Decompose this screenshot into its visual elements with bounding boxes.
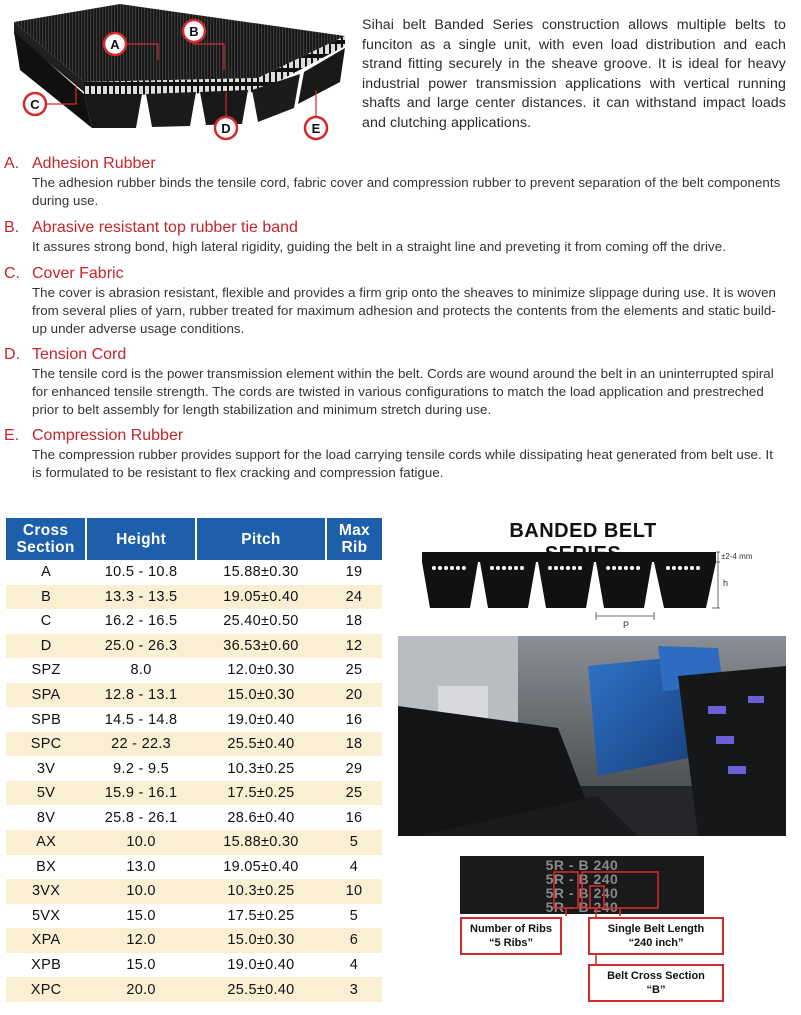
svg-text:E: E xyxy=(311,121,321,136)
header-pitch: Pitch xyxy=(196,518,326,560)
table-row xyxy=(6,634,382,659)
component-letter: B. xyxy=(4,219,20,236)
cell-section: 3VX xyxy=(6,879,86,904)
component-body: The adhesion rubber binds the tensile cord, fabric cover and compression rubber to prevent separation of the belt components during use. xyxy=(32,175,781,208)
cell-section: 5V xyxy=(6,781,86,806)
table-row xyxy=(6,658,382,683)
cell-height: 25.8 - 26.1 xyxy=(104,809,178,826)
belt-code-line: 5R - B 240 xyxy=(545,885,619,901)
cell-height: 25.0 - 26.3 xyxy=(86,634,196,659)
cell-height: 10.0 xyxy=(86,879,196,904)
component-e xyxy=(4,426,784,482)
cell-section: BX xyxy=(36,858,57,875)
banded-belt-cross-section xyxy=(418,546,758,632)
section-label: Belt Cross Section “B” xyxy=(588,964,724,1002)
table-row xyxy=(6,977,382,1002)
callout-b xyxy=(183,20,205,42)
cell-max-rib: 3 xyxy=(326,977,382,1002)
cell-section: B xyxy=(6,585,86,610)
cell-max-rib: 25 xyxy=(326,781,382,806)
cell-section: 8V xyxy=(36,809,56,826)
cell-max-rib: 20 xyxy=(326,683,382,708)
component-a xyxy=(4,154,784,210)
cell-pitch: 25.40±0.50 xyxy=(223,613,299,630)
ribs-label: Number of Ribs “5 Ribs” xyxy=(460,917,562,955)
cell-pitch: 25.5±0.40 xyxy=(196,977,326,1002)
table-row xyxy=(6,830,382,855)
cell-section: SPZ xyxy=(31,662,61,679)
component-title: Compression Rubber xyxy=(32,427,184,444)
cell-height: 15.0 xyxy=(126,957,156,974)
cell-section: 5VX xyxy=(31,907,61,924)
cell-height: 9.2 - 9.5 xyxy=(113,760,170,777)
spec-table xyxy=(6,518,382,1002)
cell-section: D xyxy=(6,634,86,659)
table-row xyxy=(6,683,382,708)
cell-pitch: 15.88±0.30 xyxy=(196,830,326,855)
cell-max-rib: 24 xyxy=(326,585,382,610)
cell-max-rib: 16 xyxy=(345,809,363,826)
callout-e xyxy=(305,117,327,139)
cell-height: 12.0 xyxy=(86,928,196,953)
table-row xyxy=(6,707,382,732)
length-label: Single Belt Length “240 inch” xyxy=(588,917,724,955)
belt-construction-illustration xyxy=(0,0,350,150)
cell-pitch: 36.53±0.60 xyxy=(196,634,326,659)
component-title: Cover Fabric xyxy=(32,265,124,282)
cell-height: 20.0 xyxy=(86,977,196,1002)
cell-pitch: 28.6±0.40 xyxy=(227,809,295,826)
callout-c xyxy=(24,93,46,115)
cell-max-rib: 10 xyxy=(326,879,382,904)
cell-height: 15.0 xyxy=(126,907,156,924)
component-title: Tension Cord xyxy=(32,346,127,363)
table-row xyxy=(6,904,382,929)
svg-text:B: B xyxy=(189,24,199,39)
table-header-row xyxy=(6,518,382,560)
svg-text:A: A xyxy=(110,37,120,52)
table-row xyxy=(6,855,382,880)
component-b xyxy=(4,218,784,256)
cell-pitch: 19.05±0.40 xyxy=(223,858,299,875)
cell-height: 12.8 - 13.1 xyxy=(86,683,196,708)
cell-pitch: 19.0±0.40 xyxy=(227,711,295,728)
cell-pitch: 25.5±0.40 xyxy=(196,732,326,757)
component-c xyxy=(4,264,784,338)
cell-max-rib: 4 xyxy=(349,957,359,974)
cell-max-rib: 12 xyxy=(326,634,382,659)
belt-code-line: 5R - B 240 xyxy=(545,857,619,873)
cell-section: SPC xyxy=(6,732,86,757)
component-body: The compression rubber provides support for the load carrying tensile cords while dissipating heat generated from belt use. It is formulated to be resistant to flex cracking and compression fatigue. xyxy=(32,447,773,480)
dimension-p-label: P xyxy=(623,620,630,630)
cell-pitch: 12.0±0.30 xyxy=(227,662,295,679)
component-body: It assures strong bond, high lateral rigidity, guiding the belt in a straight line and preveting it from coming off the drive. xyxy=(32,239,726,254)
cell-max-rib: 19 xyxy=(345,564,363,581)
table-row xyxy=(6,756,382,781)
cell-height: 22 - 22.3 xyxy=(86,732,196,757)
cell-section: A xyxy=(41,564,52,581)
cell-section: XPA xyxy=(6,928,86,953)
cell-section: AX xyxy=(6,830,86,855)
cell-height: 13.3 - 13.5 xyxy=(86,585,196,610)
cell-max-rib: 29 xyxy=(345,760,363,777)
header-max-rib: Max Rib xyxy=(326,518,382,560)
component-letter: E. xyxy=(4,427,20,444)
cell-height: 8.0 xyxy=(130,662,152,679)
cell-max-rib: 6 xyxy=(326,928,382,953)
component-letter: D. xyxy=(4,346,20,363)
component-title: Adhesion Rubber xyxy=(32,155,156,172)
dimension-top-label: ±2-4 mm xyxy=(721,552,753,561)
belt-code-line: 5R - B 240 xyxy=(545,899,619,915)
cell-pitch: 19.0±0.40 xyxy=(227,957,295,974)
cell-section: XPB xyxy=(31,957,62,974)
component-letter: C. xyxy=(4,265,20,282)
cell-pitch: 19.05±0.40 xyxy=(196,585,326,610)
component-body: The tensile cord is the power transmission element within the belt. Cords are wound around the belt in an uninterrupted spiral for enhanced tensile strength. The cords are twisted in various configurations to match the load application and prestreched prior to belt assembly for length stabilization and minimum stretch during use. xyxy=(32,366,774,417)
cell-pitch: 17.5±0.25 xyxy=(227,907,295,924)
cell-height: 10.0 xyxy=(86,830,196,855)
table-row xyxy=(6,781,382,806)
svg-text:C: C xyxy=(30,97,40,112)
cell-section: XPC xyxy=(6,977,86,1002)
cell-max-rib: 4 xyxy=(349,858,359,875)
cell-section: SPA xyxy=(6,683,86,708)
callout-a xyxy=(104,33,126,55)
intro-paragraph: Sihai belt Banded Series construction allows multiple belts to funciton as a single unit, with even load distribution and each strand fitting securely in the sheave groove. It is ideal for heavy industrial power transmission applications with vertical running shafts and large center distances. it can withstand impact loads and clutching applications. xyxy=(362,17,786,131)
table-row xyxy=(6,953,382,978)
cell-pitch: 10.3±0.25 xyxy=(196,879,326,904)
table-row xyxy=(6,585,382,610)
cell-pitch: 17.5±0.25 xyxy=(196,781,326,806)
cell-height: 13.0 xyxy=(126,858,156,875)
table-row xyxy=(6,609,382,634)
cell-height: 10.5 - 10.8 xyxy=(104,564,178,581)
header-height: Height xyxy=(86,518,196,560)
table-row xyxy=(6,732,382,757)
cell-section: C xyxy=(40,613,52,630)
dimension-h-label: h xyxy=(723,578,729,588)
component-d xyxy=(4,345,784,419)
header-cross-section: Cross Section xyxy=(6,518,86,560)
cell-pitch: 15.0±0.30 xyxy=(196,683,326,708)
cell-height: 14.5 - 14.8 xyxy=(104,711,178,728)
machine-photo xyxy=(398,636,786,836)
table-row xyxy=(6,805,382,830)
cell-max-rib: 18 xyxy=(345,613,363,630)
cell-pitch: 15.0±0.30 xyxy=(196,928,326,953)
cell-pitch: 15.88±0.30 xyxy=(223,564,299,581)
table-row xyxy=(6,879,382,904)
cell-section: 3V xyxy=(36,760,56,777)
cell-max-rib: 25 xyxy=(345,662,363,679)
cell-height: 16.2 - 16.5 xyxy=(104,613,178,630)
cell-max-rib: 5 xyxy=(349,907,359,924)
component-title: Abrasive resistant top rubber tie band xyxy=(32,219,298,236)
cell-max-rib: 16 xyxy=(345,711,363,728)
table-row xyxy=(6,928,382,953)
callout-d xyxy=(215,117,237,139)
table-row xyxy=(6,560,382,585)
cell-max-rib: 18 xyxy=(326,732,382,757)
cell-section: SPB xyxy=(31,711,62,728)
component-letter: A. xyxy=(4,155,20,172)
cell-height: 15.9 - 16.1 xyxy=(86,781,196,806)
svg-text:D: D xyxy=(221,121,231,136)
component-body: The cover is abrasion resistant, flexible and provides a firm grip onto the sheaves to minimize slippage during use. It is woven from several plies of yarn, rubber treated for maximum adhesion and protects the contents from the elements and static build-up under adverse usage conditions. xyxy=(32,285,777,336)
belt-code-line: 5R - B 240 xyxy=(545,871,619,887)
cell-pitch: 10.3±0.25 xyxy=(227,760,295,777)
cell-max-rib: 5 xyxy=(326,830,382,855)
banded-belt-title: BANDED BELT xyxy=(509,520,657,542)
